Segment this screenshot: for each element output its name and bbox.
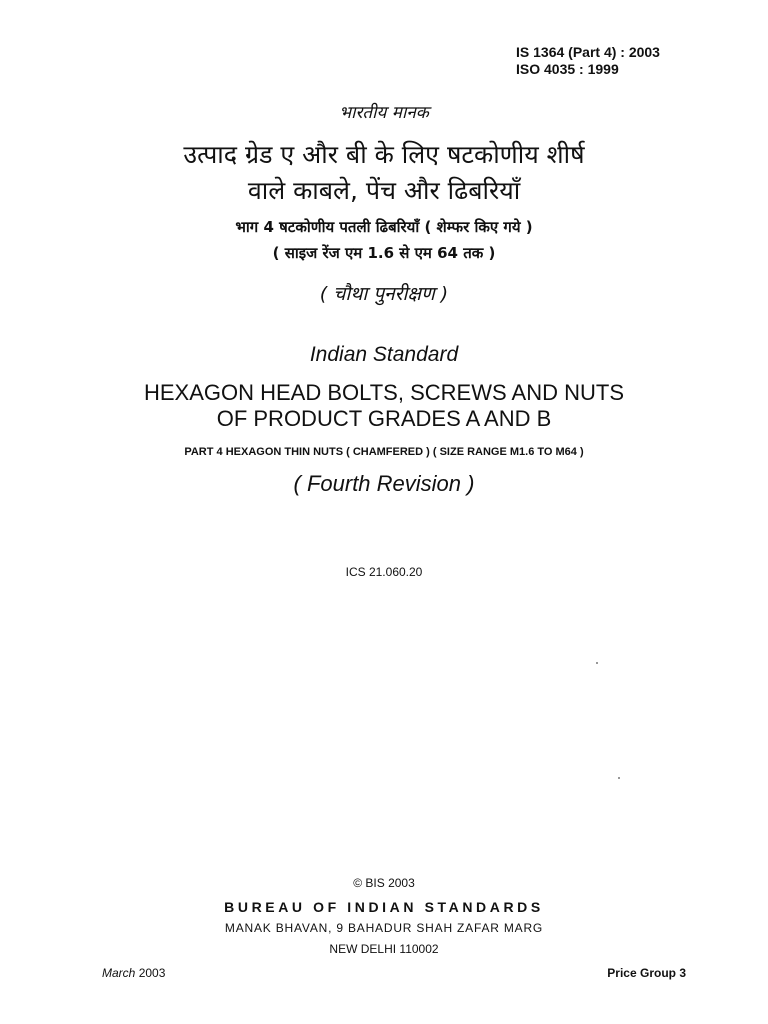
iso-standard-number: ISO 4035 : 1999 [516, 61, 619, 77]
publisher-address-line-2: NEW DELHI 110002 [329, 942, 439, 956]
publication-year: 2003 [138, 966, 166, 980]
hindi-revision: ( चौथा पुनरीक्षण ) [319, 283, 449, 305]
english-title-line-1: HEXAGON HEAD BOLTS, SCREWS AND NUTS [143, 380, 624, 405]
english-revision: ( Fourth Revision ) [293, 471, 475, 496]
english-standard-label: Indian Standard [309, 343, 459, 366]
ics-code: ICS 21.060.20 [345, 565, 423, 579]
english-part-title: PART 4 HEXAGON THIN NUTS ( CHAMFERED ) ( SIZE RANGE M1.6 TO M64 ) [184, 446, 584, 458]
hindi-title-line-2: वाले काबले, पेंच और ढिबरियाँ [247, 176, 521, 205]
hindi-standard-label: भारतीय मानक [339, 103, 429, 123]
standard-numbers [516, 44, 660, 78]
hindi-title-line-1: उत्पाद ग्रेड ए और बी के लिए षटकोणीय शीर्ष [183, 140, 585, 169]
hindi-size-range: ( साइज रेंज एम 1.6 से एम 64 तक ) [272, 244, 496, 262]
is-standard-number: IS 1364 (Part 4) : 2003 [516, 44, 660, 60]
publisher-address-line-1: MANAK BHAVAN, 9 BAHADUR SHAH ZAFAR MARG [224, 921, 544, 935]
copyright-notice: © BIS 2003 [353, 876, 415, 890]
publication-date [102, 966, 165, 980]
hindi-part-title: भाग 4 षटकोणीय पतली ढिबरियाँ ( शेम्फर किए गये ) [235, 218, 533, 236]
publisher-name: BUREAU OF INDIAN STANDARDS [224, 899, 544, 915]
publication-month: March [102, 966, 136, 980]
english-title-line-2: OF PRODUCT GRADES A AND B [216, 406, 552, 431]
scan-speck [596, 662, 598, 664]
price-group: Price Group 3 [607, 966, 686, 980]
scan-speck [618, 777, 620, 779]
